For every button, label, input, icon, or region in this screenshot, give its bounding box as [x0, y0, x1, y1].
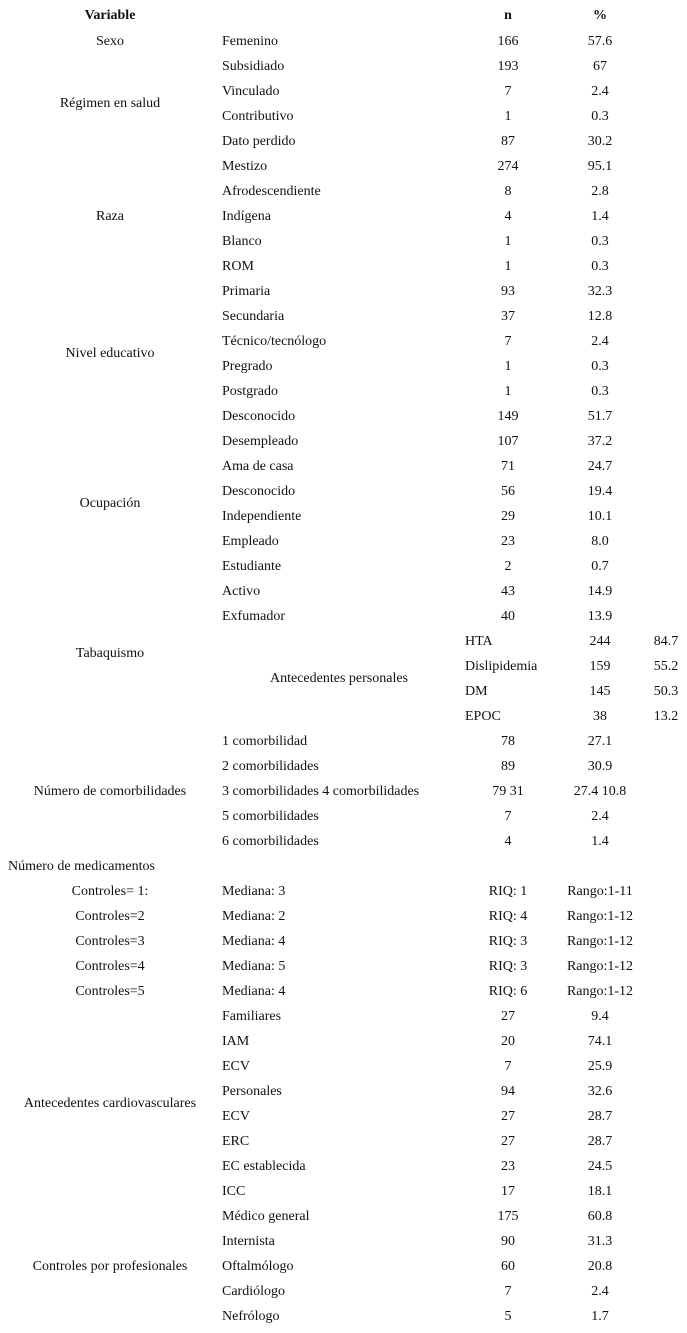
row-pct: 0.3 — [591, 234, 609, 249]
row-n: 1 — [504, 359, 512, 374]
med-mediana: Mediana: 4 — [222, 984, 286, 999]
row-n: 89 — [501, 759, 515, 774]
row-category: 2 comorbilidades — [222, 759, 319, 774]
row-pct: 2.4 — [591, 809, 609, 824]
row-category: Empleado — [222, 534, 279, 549]
med-controles: Controles= 1: — [71, 884, 149, 899]
row-category: Vinculado — [222, 84, 280, 99]
row-n: 7 — [504, 809, 512, 824]
row-pct: 0.3 — [591, 384, 609, 399]
row-n: 40 — [501, 609, 515, 624]
row-pct: 2.4 — [591, 334, 609, 349]
row-pct: 25.9 — [587, 1059, 613, 1074]
ap-pct: 13.2 — [653, 709, 679, 724]
row-pct: 13.9 — [587, 609, 613, 624]
ap-n: 244 — [589, 634, 611, 649]
row-n: 20 — [501, 1034, 515, 1049]
row-category: EC establecida — [222, 1159, 306, 1174]
row-pct: 27.1 — [587, 734, 613, 749]
row-category: Femenino — [222, 34, 278, 49]
row-n: 93 — [501, 284, 515, 299]
group-label: Antecedentes cardiovasculares — [23, 1096, 197, 1111]
row-pct: 32.3 — [587, 284, 613, 299]
row-n: 27 — [501, 1109, 515, 1124]
row-category: Estudiante — [222, 559, 282, 574]
row-n: 60 — [501, 1259, 515, 1274]
row-category: Postgrado — [222, 384, 278, 399]
row-pct: 60.8 — [587, 1209, 613, 1224]
row-n: 274 — [497, 159, 519, 174]
group-label: Régimen en salud — [59, 96, 161, 111]
ap-category: EPOC — [465, 709, 501, 724]
row-n: 71 — [501, 459, 515, 474]
row-category: Primaria — [222, 284, 271, 299]
row-n: 8 — [504, 184, 512, 199]
row-pct: 0.3 — [591, 109, 609, 124]
ap-pct: 84.7 — [653, 634, 679, 649]
row-category: ECV — [222, 1109, 250, 1124]
row-category: ERC — [222, 1134, 250, 1149]
row-n: 175 — [497, 1209, 519, 1224]
row-category: Oftalmólogo — [222, 1259, 294, 1274]
row-category: IAM — [222, 1034, 250, 1049]
row-n: 17 — [501, 1184, 515, 1199]
med-rango: Rango:1-12 — [566, 959, 634, 974]
row-category: Afrodescendiente — [222, 184, 321, 199]
row-n: 166 — [497, 34, 519, 49]
row-n: 23 — [501, 534, 515, 549]
row-category: Pregrado — [222, 359, 273, 374]
med-controles: Controles=3 — [75, 934, 145, 949]
row-category: Médico general — [222, 1209, 310, 1224]
ap-category: HTA — [465, 634, 493, 649]
row-pct: 37.2 — [587, 434, 613, 449]
row-pct: 32.6 — [587, 1084, 613, 1099]
row-pct: 30.2 — [587, 134, 613, 149]
row-pct: 27.4 10.8 — [573, 784, 627, 799]
row-pct: 2.4 — [591, 84, 609, 99]
row-n: 4 — [504, 209, 512, 224]
med-rango: Rango:1-12 — [566, 909, 634, 924]
row-n: 56 — [501, 484, 515, 499]
med-rango: Rango:1-12 — [566, 984, 634, 999]
medicamentos-label: Número de medicamentos — [8, 859, 155, 874]
row-category: Familiares — [222, 1009, 282, 1024]
row-pct: 31.3 — [587, 1234, 613, 1249]
row-category: Dato perdido — [222, 134, 296, 149]
row-category: Desempleado — [222, 434, 299, 449]
row-category: 6 comorbilidades — [222, 834, 319, 849]
row-pct: 1.7 — [591, 1309, 609, 1324]
row-n: 23 — [501, 1159, 515, 1174]
group-label: Sexo — [96, 34, 124, 49]
row-pct: 67 — [593, 59, 607, 74]
row-pct: 30.9 — [587, 759, 613, 774]
row-category: Exfumador — [222, 609, 285, 624]
row-category: ECV — [222, 1059, 250, 1074]
ap-n: 38 — [593, 709, 607, 724]
row-pct: 24.7 — [587, 459, 613, 474]
row-pct: 20.8 — [587, 1259, 613, 1274]
row-pct: 28.7 — [587, 1109, 613, 1124]
row-category: Independiente — [222, 509, 302, 524]
med-rango: Rango:1-11 — [567, 884, 633, 899]
ap-pct: 50.3 — [653, 684, 679, 699]
ap-category: Dislipidemia — [465, 659, 538, 674]
row-category: ICC — [222, 1184, 246, 1199]
row-n: 7 — [504, 1059, 512, 1074]
row-category: Mestizo — [222, 159, 268, 174]
group-label: Controles por profesionales — [32, 1259, 188, 1274]
med-controles: Controles=2 — [75, 909, 145, 924]
row-pct: 9.4 — [591, 1009, 609, 1024]
group-label: Nivel educativo — [65, 346, 155, 361]
row-pct: 1.4 — [591, 209, 609, 224]
row-category: Secundaria — [222, 309, 285, 324]
row-category: Activo — [222, 584, 261, 599]
row-pct: 2.4 — [591, 1284, 609, 1299]
row-n: 37 — [501, 309, 515, 324]
group-label: Ocupación — [79, 496, 141, 511]
med-riq: RIQ: 3 — [488, 959, 528, 974]
row-pct: 2.8 — [591, 184, 609, 199]
row-n: 1 — [504, 384, 512, 399]
row-n: 90 — [501, 1234, 515, 1249]
row-n: 5 — [504, 1309, 512, 1324]
row-pct: 51.7 — [587, 409, 613, 424]
antecedentes-personales-label: Antecedentes personales — [270, 671, 408, 686]
med-mediana: Mediana: 3 — [222, 884, 286, 899]
row-n: 79 31 — [492, 784, 524, 799]
row-n: 87 — [501, 134, 515, 149]
row-n: 107 — [497, 434, 519, 449]
header-pct: % — [593, 8, 607, 23]
row-pct: 57.6 — [587, 34, 613, 49]
row-pct: 28.7 — [587, 1134, 613, 1149]
row-n: 94 — [501, 1084, 515, 1099]
row-n: 29 — [501, 509, 515, 524]
row-category: Personales — [222, 1084, 282, 1099]
row-category: Desconocido — [222, 484, 296, 499]
row-pct: 1.4 — [591, 834, 609, 849]
med-mediana: Mediana: 2 — [222, 909, 286, 924]
med-rango: Rango:1-12 — [566, 934, 634, 949]
row-category: Contributivo — [222, 109, 294, 124]
med-controles: Controles=5 — [75, 984, 145, 999]
row-n: 1 — [504, 234, 512, 249]
med-riq: RIQ: 6 — [488, 984, 528, 999]
row-category: Técnico/tecnólogo — [222, 334, 327, 349]
row-n: 1 — [504, 109, 512, 124]
row-category: Internista — [222, 1234, 275, 1249]
row-pct: 10.1 — [587, 509, 613, 524]
row-pct: 12.8 — [587, 309, 613, 324]
row-category: Ama de casa — [222, 459, 294, 474]
group-label: Tabaquismo — [75, 646, 145, 661]
med-mediana: Mediana: 5 — [222, 959, 286, 974]
row-pct: 19.4 — [587, 484, 613, 499]
med-controles: Controles=4 — [75, 959, 145, 974]
med-riq: RIQ: 1 — [488, 884, 528, 899]
row-category: 1 comorbilidad — [222, 734, 308, 749]
row-category: Nefrólogo — [222, 1309, 280, 1324]
row-pct: 24.5 — [587, 1159, 613, 1174]
ap-n: 159 — [589, 659, 611, 674]
row-category: Subsidiado — [222, 59, 285, 74]
row-n: 1 — [504, 259, 512, 274]
row-pct: 18.1 — [587, 1184, 613, 1199]
row-pct: 0.3 — [591, 259, 609, 274]
row-category: Cardiólogo — [222, 1284, 285, 1299]
row-n: 7 — [504, 84, 512, 99]
row-pct: 74.1 — [587, 1034, 613, 1049]
ap-category: DM — [465, 684, 488, 699]
header-variable: Variable — [84, 8, 136, 23]
row-category: ROM — [222, 259, 254, 274]
row-n: 78 — [501, 734, 515, 749]
group-label: Raza — [96, 209, 124, 224]
ap-n: 145 — [589, 684, 611, 699]
row-n: 193 — [497, 59, 519, 74]
header-n: n — [504, 8, 512, 23]
row-category: Indígena — [222, 209, 271, 224]
row-n: 7 — [504, 1284, 512, 1299]
med-riq: RIQ: 3 — [488, 934, 528, 949]
med-mediana: Mediana: 4 — [222, 934, 286, 949]
row-n: 7 — [504, 334, 512, 349]
med-riq: RIQ: 4 — [488, 909, 528, 924]
row-category: 3 comorbilidades 4 comorbilidades — [222, 784, 420, 799]
row-n: 149 — [497, 409, 519, 424]
row-pct: 95.1 — [587, 159, 613, 174]
row-pct: 0.7 — [591, 559, 609, 574]
row-category: Blanco — [222, 234, 262, 249]
row-pct: 14.9 — [587, 584, 613, 599]
group-label: Número de comorbilidades — [33, 784, 187, 799]
row-category: Desconocido — [222, 409, 296, 424]
row-n: 4 — [504, 834, 512, 849]
row-n: 43 — [501, 584, 515, 599]
row-n: 27 — [501, 1134, 515, 1149]
row-n: 27 — [501, 1009, 515, 1024]
row-category: 5 comorbilidades — [222, 809, 319, 824]
row-pct: 0.3 — [591, 359, 609, 374]
ap-pct: 55.2 — [653, 659, 679, 674]
row-n: 2 — [504, 559, 512, 574]
row-pct: 8.0 — [591, 534, 609, 549]
